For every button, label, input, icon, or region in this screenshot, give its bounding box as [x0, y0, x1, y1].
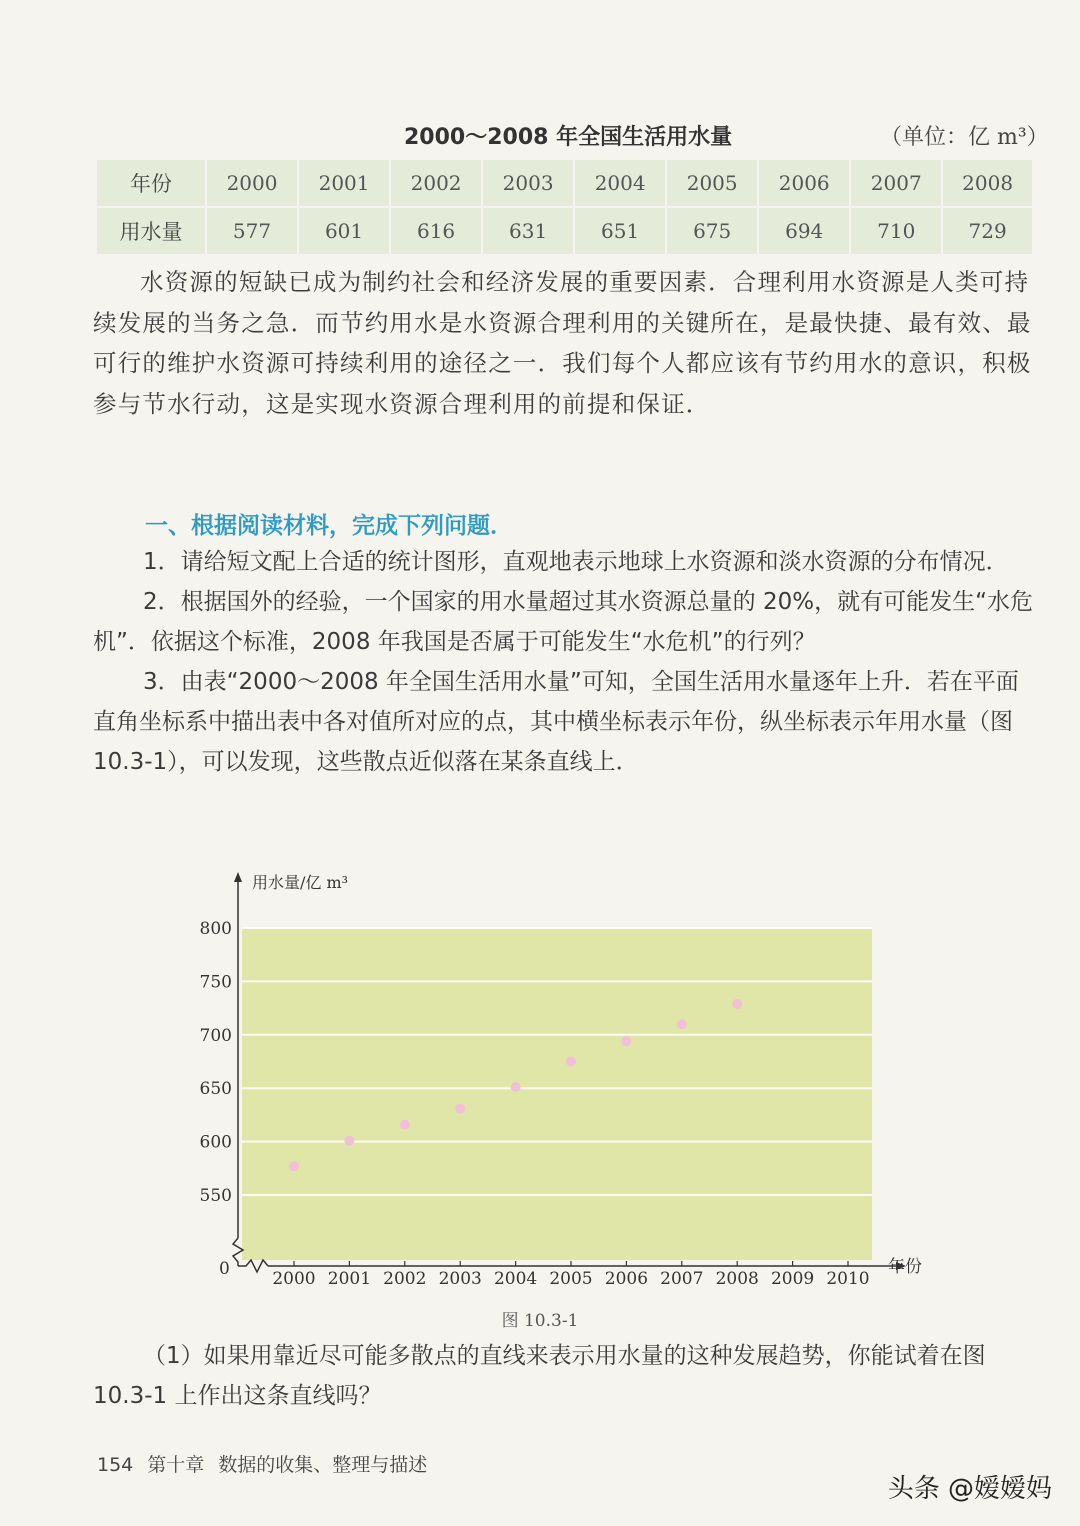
y-tick-label: 700 [199, 1025, 232, 1046]
table-row-years [97, 160, 1032, 208]
data-point [621, 1036, 631, 1046]
usage-cell: 631 [483, 208, 575, 254]
figure-caption: 图 10.3-1 [501, 1311, 579, 1331]
x-tick-label: 2003 [438, 1269, 482, 1289]
x-tick-label: 2010 [826, 1269, 870, 1289]
year-cell: 2002 [391, 160, 483, 208]
data-point [511, 1082, 521, 1092]
x-tick-label: 2005 [549, 1269, 593, 1289]
x-tick-label: 2002 [383, 1269, 427, 1289]
y-axis-arrow [234, 872, 242, 882]
page-number: 154 [97, 1454, 134, 1476]
usage-cell: 577 [207, 208, 299, 254]
intro-paragraph [93, 262, 1038, 424]
year-header: 年份 [97, 160, 207, 208]
y-tick-label: 600 [199, 1132, 232, 1153]
intro-text: 水资源的短缺已成为制约社会和经济发展的重要因素．合理利用水资源是人类可持续发展的当务之急．而节约用水是水资源合理利用的关键所在，是最快捷、最有效、最可行的维护水资源可持续利用的途径之一．我们每个人都应该有节约用水的意识，积极参与节水行动，这是实现水资源合理利用的前提和保证． [93, 268, 1032, 418]
data-point [400, 1120, 410, 1130]
subquestion-1: （1）如果用靠近尽可能多散点的直线来表示用水量的这种发展趋势，你能试着在图 10.3-1 上作出这条直线吗？ [93, 1343, 986, 1409]
chapter-label: 第十章 [147, 1454, 205, 1476]
y-axis-label: 用水量/亿 m³ [252, 873, 349, 892]
water-usage-table [97, 160, 1032, 254]
year-cell: 2000 [207, 160, 299, 208]
data-point [455, 1103, 465, 1113]
x-tick-label: 2009 [770, 1269, 815, 1289]
usage-cell: 616 [391, 208, 483, 254]
x-tick-label: 2006 [604, 1269, 649, 1289]
year-cell: 2006 [759, 160, 851, 208]
table-row-usage [97, 208, 1032, 254]
usage-cell: 651 [575, 208, 667, 254]
x-tick-label: 2001 [327, 1269, 372, 1289]
questions-block [93, 542, 1038, 782]
chapter-title: 数据的收集、整理与描述 [218, 1454, 428, 1476]
x-tick-label: 2007 [660, 1269, 704, 1289]
y-tick-label: 550 [199, 1186, 232, 1206]
year-cell: 2005 [667, 160, 759, 208]
section-heading: 一、根据阅读材料，完成下列问题． [145, 513, 513, 539]
usage-cell: 710 [851, 208, 943, 254]
question-3: 3．由表“2000～2008 年全国生活用水量”可知，全国生活用水量逐年上升．若在平面直角坐标系中描出表中各对值所对应的点，其中横坐标表示年份，纵坐标表示年用水量（图 10.3-1），可以发现，这些散点近似落在某条直线上． [93, 669, 1019, 775]
usage-cell: 601 [299, 208, 391, 254]
usage-cell: 729 [968, 219, 1007, 243]
page-footer [97, 1450, 441, 1477]
usage-cell: 675 [667, 208, 759, 254]
question-2: 2．根据国外的经验，一个国家的用水量超过其水资源总量的 20%，就有可能发生“水危机”．依据这个标准，2008 年我国是否属于可能发生“水危机”的行列？ [93, 589, 1033, 655]
plot-area [242, 928, 872, 1260]
year-cell: 2001 [299, 160, 391, 208]
y-axis-break [233, 1238, 243, 1266]
table-title: 2000～2008 年全国生活用水量 [404, 125, 733, 150]
x-axis-label: 年份 [888, 1257, 922, 1277]
data-point [289, 1161, 299, 1171]
year-cell: 2007 [851, 160, 943, 208]
usage-cell: 694 [759, 208, 851, 254]
x-axis-break [238, 1260, 268, 1272]
table-title-row [0, 120, 1080, 154]
data-point [732, 999, 742, 1009]
y-tick-label: 800 [199, 919, 232, 939]
watermark: 头条 @嫒嫒妈 [887, 1474, 1052, 1504]
origin-label: 0 [219, 1259, 230, 1279]
data-point [677, 1019, 687, 1029]
year-cell: 2008 [943, 160, 1032, 208]
year-cell: 2003 [483, 160, 575, 208]
year-cell: 2004 [575, 160, 667, 208]
y-tick-label: 650 [199, 1079, 232, 1100]
table-unit: （单位：亿 m³） [880, 125, 1049, 150]
data-point [566, 1057, 576, 1067]
scatter-chart [0, 860, 1080, 1300]
usage-header: 用水量 [97, 208, 207, 254]
question-1: 1．请给短文配上合适的统计图形，直观地表示地球上水资源和淡水资源的分布情况． [143, 549, 1009, 575]
x-tick-label: 2008 [715, 1269, 759, 1289]
x-tick-label: 2000 [272, 1269, 316, 1289]
y-tick-label: 750 [199, 972, 232, 993]
subquestion-block [93, 1336, 1038, 1416]
x-tick-label: 2004 [493, 1269, 538, 1289]
data-point [344, 1136, 354, 1146]
